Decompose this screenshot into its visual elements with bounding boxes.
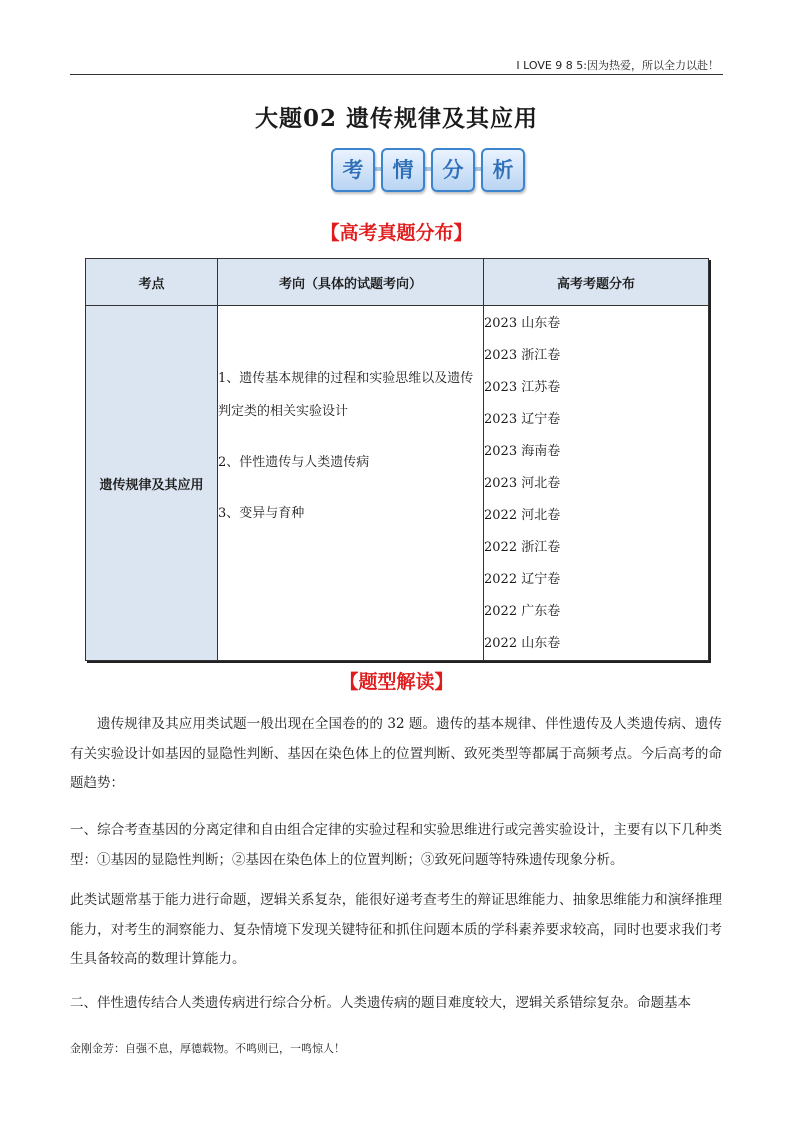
page-header-motto: I LOVE 9 8 5:因为热爱，所以全力以赴！ — [516, 59, 719, 72]
exam-distribution-table — [85, 258, 709, 661]
topic-cell: 遗传规律及其应用 — [86, 306, 218, 661]
section-heading-exam-distribution: 【高考真题分布】 — [320, 222, 473, 244]
table-header-row — [86, 259, 709, 306]
direction-item: 1、遗传基本规律的过程和实验思维以及遗传判定类的相关实验设计 — [218, 371, 474, 419]
column-header-exams: 高考考题分布 — [484, 259, 709, 306]
column-header-topic: 考点 — [86, 259, 218, 306]
exam-item: 2022 河北卷 — [484, 508, 561, 523]
paragraph-intro: 遗传规律及其应用类试题一般出现在全国卷的的 32 题。遗传的基本规律、伴性遗传及人类遗传病、遗传有关实验设计如基因的显隐性判断、基因在染色体上的位置判断、致死类型等都属于高频考点。今后高考的命题趋势： — [70, 716, 722, 791]
paragraph-point-two: 二、伴性遗传结合人类遗传病进行综合分析。人类遗传病的题目难度较大，逻辑关系错综复杂。命题基本 — [70, 995, 691, 1011]
badge-kao: 考 — [331, 148, 375, 192]
analysis-badges — [331, 148, 521, 192]
header-divider — [70, 74, 723, 75]
exam-item: 2023 山东卷 — [484, 316, 561, 331]
direction-item: 2、伴性遗传与人类遗传病 — [218, 455, 370, 470]
exam-item: 2023 江苏卷 — [484, 380, 561, 395]
direction-cell — [218, 306, 484, 661]
exam-item: 2022 浙江卷 — [484, 540, 561, 555]
badge-fen: 分 — [431, 148, 475, 192]
page-footer-motto: 金刚金芳：自强不息，厚德载物。不鸣则已，一鸣惊人！ — [70, 1042, 345, 1055]
column-header-direction: 考向（具体的试题考向） — [218, 259, 484, 306]
table-row — [86, 306, 709, 661]
badge-qing: 情 — [381, 148, 425, 192]
exam-item: 2022 广东卷 — [484, 604, 561, 619]
section-heading-question-analysis: 【题型解读】 — [339, 671, 454, 693]
badge-xi: 析 — [481, 148, 525, 192]
direction-item: 3、变异与育种 — [218, 506, 305, 521]
exam-list-cell — [484, 306, 709, 661]
exam-item: 2023 辽宁卷 — [484, 412, 561, 427]
exam-item: 2023 浙江卷 — [484, 348, 561, 363]
page-title: 大题02 遗传规律及其应用 — [254, 105, 538, 132]
paragraph-ability: 此类试题常基于能力进行命题，逻辑关系复杂，能很好递考查考生的辩证思维能力、抽象思维能力和演绎推理能力，对考生的洞察能力、复杂情境下发现关键特征和抓住问题本质的学科素养要求较高，同时也要求我们考生具备较高的数理计算能力。 — [70, 892, 722, 967]
exam-item: 2023 河北卷 — [484, 476, 561, 491]
exam-item: 2023 海南卷 — [484, 444, 561, 459]
exam-item: 2022 辽宁卷 — [484, 572, 561, 587]
paragraph-point-one: 一、综合考查基因的分离定律和自由组合定律的实验过程和实验思维进行或完善实验设计，主要有以下几种类型：①基因的显隐性判断；②基因在染色体上的位置判断；③致死问题等特殊遗传现象分析。 — [70, 822, 722, 868]
exam-item: 2022 山东卷 — [484, 636, 561, 651]
